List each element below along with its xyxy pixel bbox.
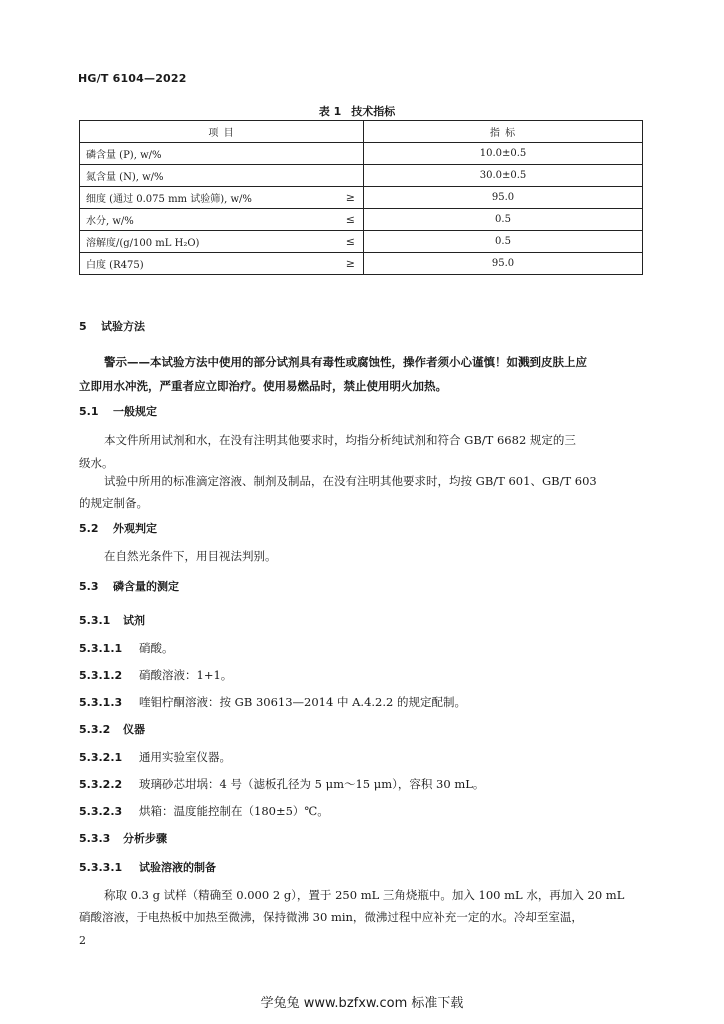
table-caption-title: 技术指标: [351, 105, 396, 118]
section-number: 5.3.3: [79, 832, 111, 845]
row-name: 磷含量 (P), w/%: [80, 143, 328, 165]
warning-line-1: 警示——本试验方法中使用的部分试剂具有毒性或腐蚀性，操作者须小心谨慎！如溅到皮肤上应: [104, 355, 587, 369]
row-name: 溶解度/(g/100 mL H₂O): [80, 231, 328, 253]
paragraph-line: 称取 0.3 g 试样（精确至 0.000 2 g），置于 250 mL 三角烧瓶中。加入 100 mL 水，再加入 20 mL: [104, 888, 625, 902]
row-name: 白度 (R475): [80, 253, 328, 275]
table-header-item: 项 目: [80, 121, 364, 143]
clause-5-3-2-3: [79, 800, 329, 823]
clause-text: 通用实验室仪器。: [139, 750, 231, 764]
row-value: 0.5: [364, 231, 643, 253]
section-title: 一般规定: [113, 405, 157, 418]
table-caption-number: 表 1: [318, 105, 342, 118]
clause-5-3-2-1: [79, 746, 231, 769]
technical-spec-table: [79, 120, 643, 275]
clause-5-3-1-1: [79, 637, 174, 660]
row-value: 30.0±0.5: [364, 165, 643, 187]
section-5-2-heading: [79, 518, 157, 540]
clause-number: 5.3.1.2: [79, 669, 123, 682]
section-5-3-2-heading: [79, 719, 145, 741]
row-operator: ≥: [328, 187, 364, 209]
section-title: 试剂: [123, 614, 145, 627]
paragraph-line: 硝酸溶液，于电热板中加热至微沸，保持微沸 30 min，微沸过程中应补充一定的水。冷却至室温，: [79, 910, 583, 924]
clause-number: 5.3.2.3: [79, 805, 123, 818]
clause-text: 喹钼柠酮溶液：按 GB 30613—2014 中 A.4.2.2 的规定配制。: [139, 695, 466, 709]
row-operator: [328, 165, 364, 187]
row-operator: [328, 143, 364, 165]
clause-5-3-1-2: [79, 664, 232, 687]
clause-number: 5.3.1.3: [79, 696, 123, 709]
section-title: 分析步骤: [123, 832, 167, 845]
section-number: 5.3.1: [79, 614, 111, 627]
standard-code: HG/T 6104—2022: [78, 72, 187, 85]
section-5-heading: [79, 316, 145, 338]
clause-5-3-2-2: [79, 773, 484, 796]
section-5-3-3-heading: [79, 828, 167, 850]
clause-text: 玻璃砂芯坩埚：4 号（滤板孔径为 5 μm～15 μm），容积 30 mL。: [139, 777, 485, 791]
page-number: 2: [79, 934, 86, 947]
clause-text: 硝酸。: [139, 641, 174, 655]
row-value: 0.5: [364, 209, 643, 231]
section-title: 试验溶液的制备: [139, 861, 216, 874]
row-value: 95.0: [364, 253, 643, 275]
section-5-3-3-1-heading: [79, 857, 216, 879]
warning-line-2: 立即用水冲洗，严重者应立即治疗。使用易燃品时，禁止使用明火加热。: [79, 379, 447, 393]
paragraph-line: 本文件所用试剂和水，在没有注明其他要求时，均指分析纯试剂和符合 GB/T 6682 规定的三: [104, 433, 576, 447]
footer-watermark: 学兔兔 www.bzfxw.com 标准下载: [260, 996, 464, 1011]
section-number: 5.3: [79, 580, 99, 593]
section-title: 仪器: [123, 723, 145, 736]
table-row: [80, 165, 643, 187]
section-title: 外观判定: [113, 522, 157, 535]
clause-number: 5.3.1.1: [79, 642, 123, 655]
paragraph-line: 的规定制备。: [79, 496, 148, 510]
table-row: [80, 231, 643, 253]
section-title: 试验方法: [101, 320, 145, 333]
table-caption: [0, 103, 724, 119]
section-number: 5.1: [79, 405, 99, 418]
row-value: 10.0±0.5: [364, 143, 643, 165]
clause-number: 5.3.2.2: [79, 778, 123, 791]
paragraph-line: 试验中所用的标准滴定溶液、制剂及制品，在没有注明其他要求时，均按 GB/T 601、GB/T 603: [104, 474, 597, 488]
table-row: [80, 187, 643, 209]
paragraph-line: 在自然光条件下，用目视法判别。: [104, 549, 277, 563]
table-row: [80, 253, 643, 275]
row-operator: ≥: [328, 253, 364, 275]
row-operator: ≤: [328, 209, 364, 231]
section-number: 5.3.2: [79, 723, 111, 736]
table-row: [80, 209, 643, 231]
section-5-1-heading: [79, 401, 157, 423]
section-number: 5.3.3.1: [79, 861, 123, 874]
clause-5-3-1-3: [79, 691, 466, 714]
row-name: 氮含量 (N), w/%: [80, 165, 328, 187]
table-header-row: [80, 121, 643, 143]
row-name: 水分, w/%: [80, 209, 328, 231]
table-header-value: 指 标: [364, 121, 643, 143]
clause-text: 硝酸溶液：1+1。: [139, 668, 233, 682]
table-row: [80, 143, 643, 165]
row-value: 95.0: [364, 187, 643, 209]
row-name: 细度 (通过 0.075 mm 试验筛), w/%: [80, 187, 328, 209]
row-operator: ≤: [328, 231, 364, 253]
section-title: 磷含量的测定: [113, 580, 179, 593]
paragraph-line: 级水。: [79, 456, 114, 470]
clause-text: 烘箱：温度能控制在（180±5）℃。: [139, 804, 329, 818]
section-number: 5.2: [79, 522, 99, 535]
section-5-3-heading: [79, 576, 179, 598]
section-number: 5: [79, 320, 87, 333]
section-5-3-1-heading: [79, 610, 145, 632]
clause-number: 5.3.2.1: [79, 751, 123, 764]
